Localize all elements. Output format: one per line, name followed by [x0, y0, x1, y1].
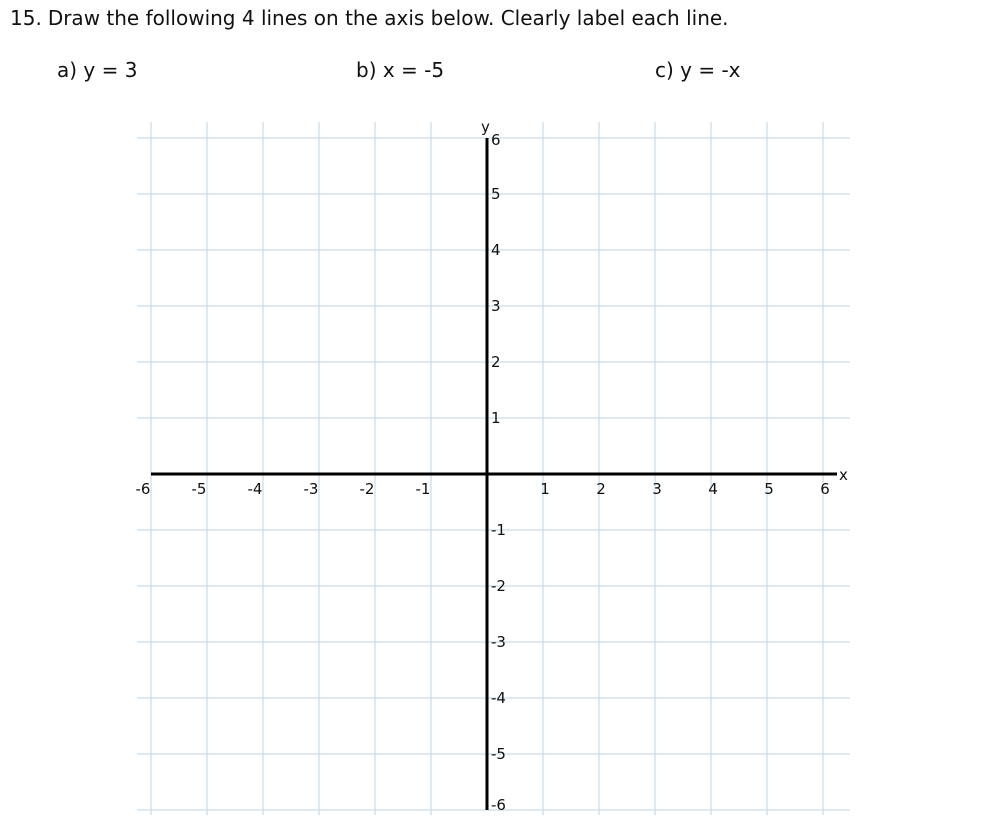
x-tick-label: 4 — [708, 480, 718, 498]
x-tick-label: 3 — [652, 480, 662, 498]
y-tick-label: -6 — [491, 796, 506, 814]
question-number: 15. — [10, 6, 42, 30]
x-tick-label: -3 — [303, 480, 319, 498]
y-tick-label: 5 — [491, 185, 501, 203]
y-tick-label: -2 — [491, 577, 506, 595]
x-tick-label: -6 — [135, 480, 151, 498]
task-b: b) x = -5 — [356, 58, 445, 82]
y-tick-label: -1 — [491, 521, 506, 539]
x-tick-label: 1 — [540, 480, 550, 498]
task-c: c) y = -x — [655, 58, 741, 82]
x-tick-label: 5 — [764, 480, 774, 498]
y-tick-label: 1 — [491, 409, 501, 427]
x-tick-label: -1 — [415, 480, 431, 498]
x-tick-label: 2 — [596, 480, 606, 498]
x-axis-label: x — [839, 466, 848, 484]
x-tick-label: 6 — [820, 480, 830, 498]
y-tick-label: 6 — [491, 131, 501, 149]
task-a: a) y = 3 — [57, 58, 138, 82]
grid-lines — [137, 122, 850, 815]
y-tick-label: -3 — [491, 633, 506, 651]
y-axis-label: y — [481, 118, 490, 136]
x-tick-label: -5 — [191, 480, 207, 498]
x-tick-label: -4 — [247, 480, 263, 498]
y-tick-label: 3 — [491, 297, 501, 315]
axes — [151, 138, 837, 810]
x-tick-label: -2 — [359, 480, 375, 498]
question-text: Draw the following 4 lines on the axis below. Clearly label each line. — [47, 6, 729, 30]
y-tick-label: 2 — [491, 353, 501, 371]
y-tick-label: -4 — [491, 689, 506, 707]
y-tick-label: 4 — [491, 241, 501, 259]
y-tick-label: -5 — [491, 745, 506, 763]
